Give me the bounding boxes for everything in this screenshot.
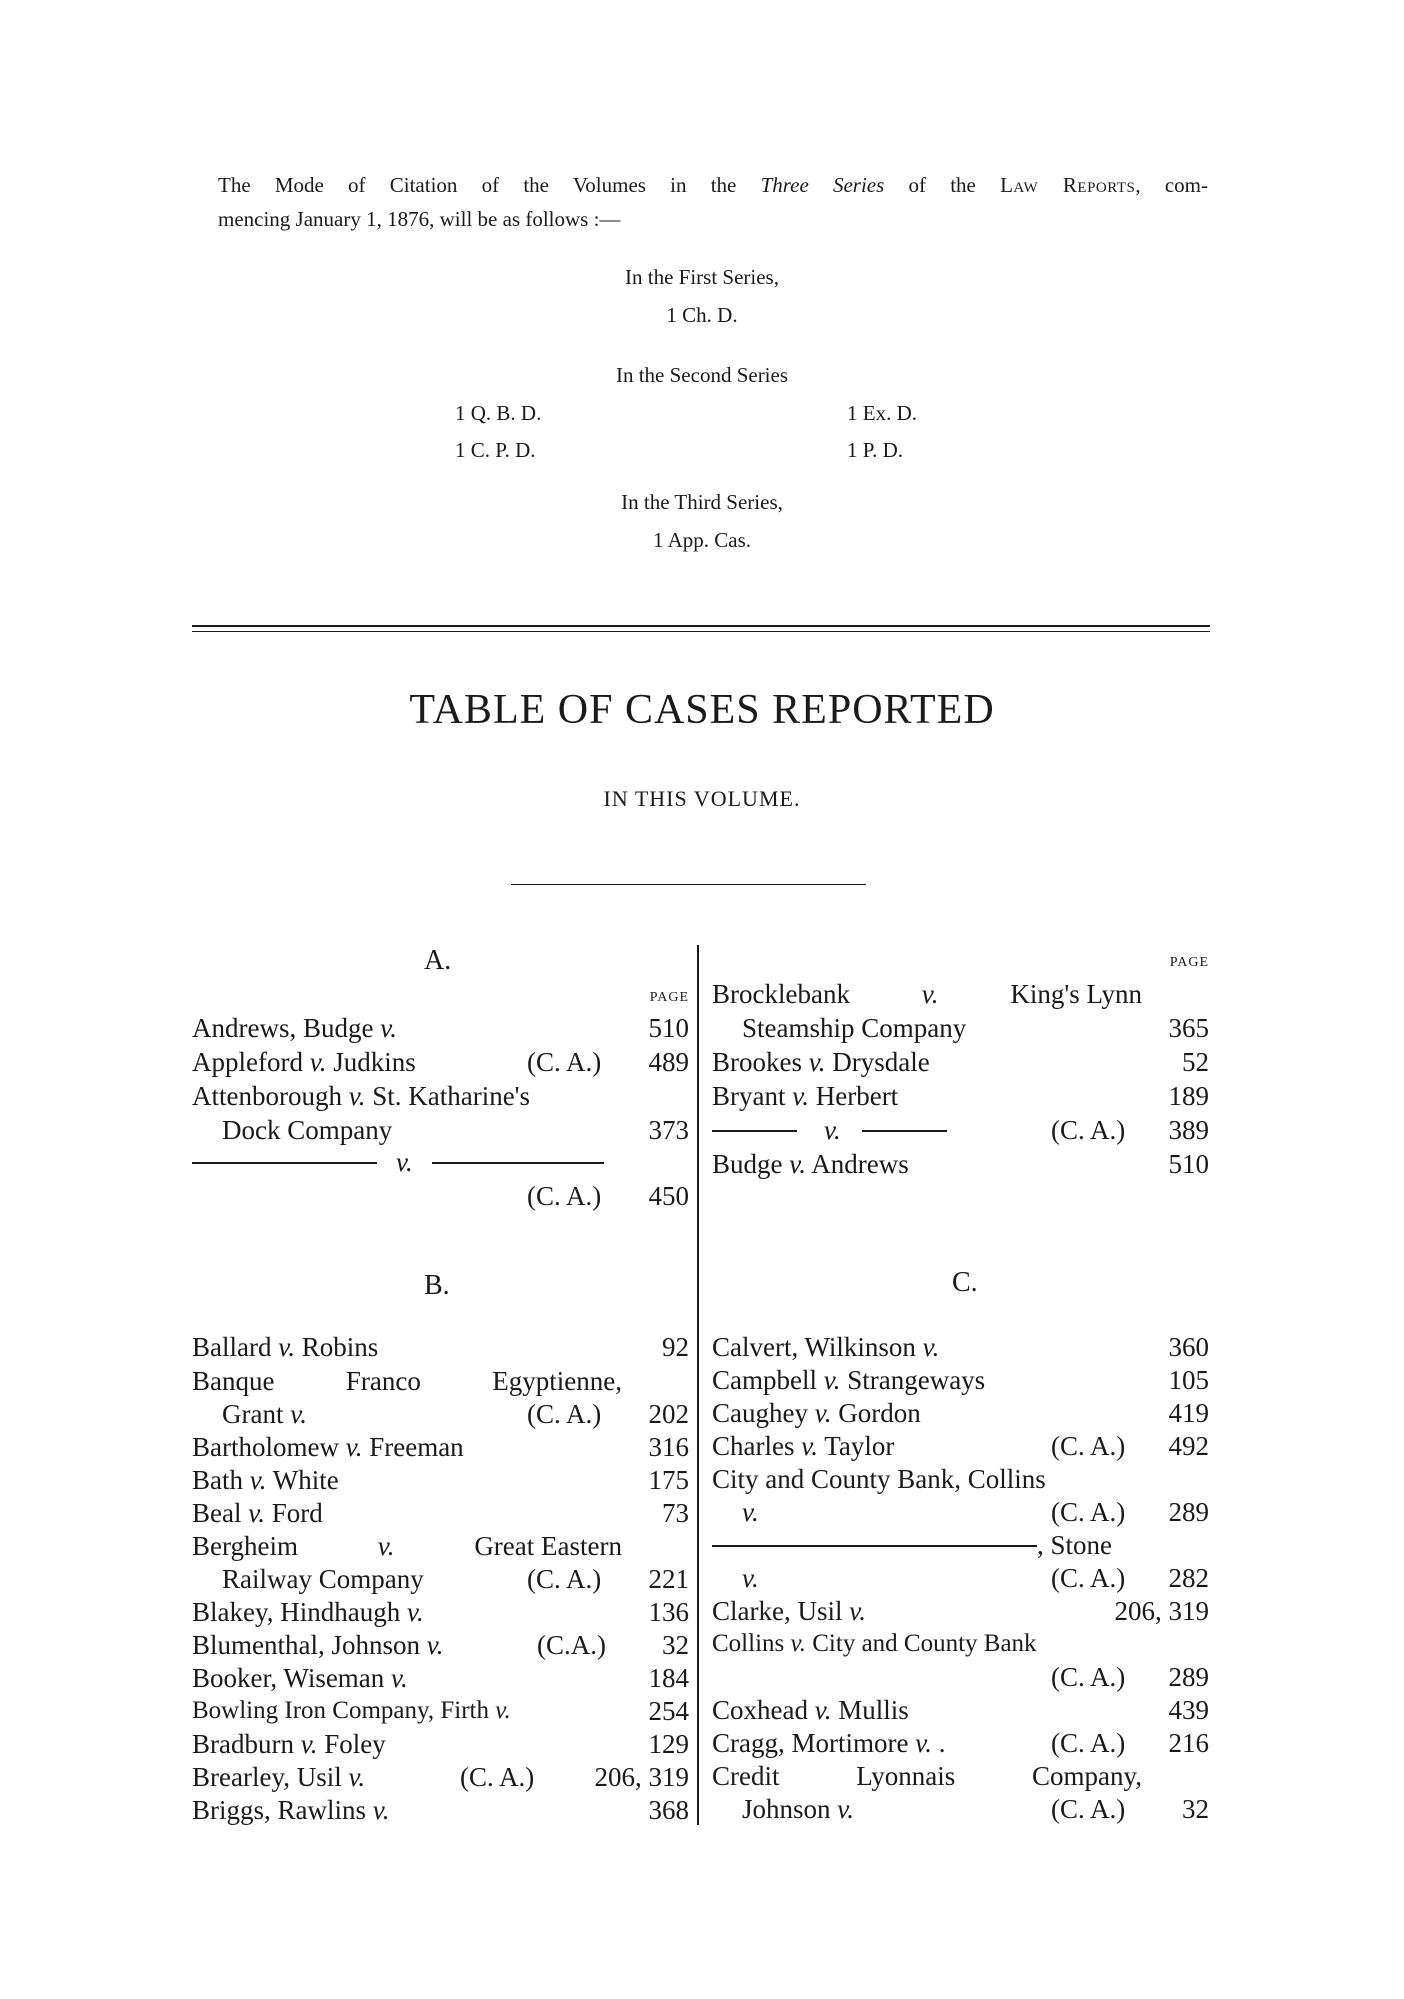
case-entry [712, 1726, 1209, 1760]
case-entry [712, 977, 1209, 1011]
ditto-dash [192, 1162, 377, 1164]
case-entry [712, 1079, 1209, 1113]
case-entry-continuation [192, 1113, 689, 1147]
second-series-item: 1 Q. B. D. [455, 401, 542, 425]
page-number: 368 [648, 1795, 689, 1825]
section-letter-b: B. [424, 1270, 450, 1301]
column-divider [697, 945, 699, 1825]
case-name: Dock Company [222, 1115, 393, 1145]
case-entry [192, 1330, 689, 1364]
versus: v. [396, 1147, 413, 1177]
second-series-item: 1 P. D. [847, 438, 904, 462]
versus: v. [249, 1465, 267, 1495]
ditto-dash [712, 1545, 1037, 1547]
page-number: 389 [1168, 1115, 1209, 1145]
case-name: St. Katharine's [365, 1081, 531, 1111]
versus: v. [814, 1398, 832, 1428]
court-of-appeal-mark: (C. A.) [1051, 1662, 1126, 1692]
double-rule-bottom [192, 631, 1210, 632]
case-entry [192, 1079, 689, 1113]
versus: v. [380, 1013, 397, 1043]
case-name: Herbert [808, 1081, 899, 1111]
page-number: 492 [1168, 1431, 1209, 1461]
case-entry [712, 1594, 1209, 1628]
section-letter-a: A. [424, 945, 452, 976]
second-series-heading: In the Second Series [615, 363, 789, 387]
case-entry [712, 1363, 1209, 1397]
case-entry-continuation [712, 1495, 1209, 1529]
page-number: 254 [648, 1696, 689, 1726]
case-entry-continuation [192, 1562, 689, 1596]
page-number: 360 [1168, 1332, 1209, 1362]
case-name: Ballard [192, 1332, 279, 1362]
case-entry [712, 1330, 1209, 1364]
court-of-appeal-mark: (C. A.) [460, 1762, 535, 1792]
right-column [712, 945, 1209, 1825]
page-number: 206, 319 [1114, 1596, 1209, 1626]
page-number: 202 [648, 1399, 689, 1429]
case-entry [192, 1628, 689, 1662]
versus: v. [849, 1596, 866, 1626]
case-entry-continuation [712, 1660, 1209, 1694]
case-name: . [931, 1728, 946, 1758]
case-entry [712, 1429, 1209, 1463]
case-entry [192, 1793, 689, 1827]
page-number: 289 [1168, 1497, 1209, 1527]
court-of-appeal-mark: (C. A.) [1051, 1563, 1126, 1593]
case-name: Beal [192, 1498, 249, 1528]
case-entry [712, 1759, 1209, 1793]
intro-line-2: mencing January 1, 1876, will be as follows :— [218, 207, 621, 231]
first-series-heading: In the First Series, [625, 265, 779, 289]
intro-text: of the [884, 173, 1001, 197]
versus: v. [915, 1728, 932, 1758]
law-reports-label: Law Reports [1000, 173, 1136, 197]
case-name: , Stone [1037, 1530, 1113, 1560]
case-entry [712, 1693, 1209, 1727]
case-entry [192, 1595, 689, 1629]
ditto-dash [862, 1130, 947, 1132]
versus: v. [348, 1081, 366, 1111]
page-number: 136 [648, 1597, 689, 1627]
intro-line-1 [218, 168, 1208, 202]
versus: v. [406, 1597, 424, 1627]
versus: v. [278, 1332, 295, 1362]
court-of-appeal-mark: (C. A.) [1051, 1431, 1126, 1461]
page-number: 489 [648, 1047, 689, 1077]
page-subtitle: IN THIS VOLUME. [603, 786, 801, 811]
ditto-entry [712, 1528, 1209, 1562]
case-name: Mullis [831, 1695, 909, 1725]
ditto-entry [712, 1113, 1209, 1147]
case-name: Johnson [742, 1794, 838, 1824]
versus: v. [372, 1795, 390, 1825]
case-name: Brearley, Usil [192, 1762, 349, 1792]
section-letter-c: C. [952, 1267, 978, 1298]
short-rule [511, 884, 866, 885]
court-of-appeal-mark: (C. A.) [1051, 1115, 1126, 1145]
court-of-appeal-mark: (C. A.) [527, 1399, 602, 1429]
intro-text: , com- [1135, 173, 1208, 197]
case-name: Freeman [362, 1432, 464, 1462]
case-entry-continuation [712, 1011, 1209, 1045]
case-name: Ford [264, 1498, 323, 1528]
case-name: Bryant [712, 1081, 793, 1111]
page-column-header: PAGE [1169, 955, 1209, 970]
page-number: 289 [1168, 1662, 1209, 1692]
case-name: Brookes [712, 1047, 809, 1077]
case-entry [192, 1760, 689, 1794]
case-entry [712, 1627, 1209, 1661]
case-name: Grant [222, 1399, 291, 1429]
double-rule-top [192, 625, 1210, 627]
page-number: 32 [662, 1630, 689, 1660]
intro-text: The Mode of Citation of the Volumes in the [218, 173, 761, 197]
case-name: Attenborough [192, 1081, 349, 1111]
page-number: 365 [1168, 1013, 1209, 1043]
case-name: Gordon [831, 1398, 921, 1428]
page-number: 316 [648, 1432, 689, 1462]
case-name: Campbell [712, 1365, 824, 1395]
versus: v. [348, 1762, 366, 1792]
versus: v. [742, 1497, 759, 1527]
page-number: 450 [648, 1181, 689, 1211]
third-series-heading: In the Third Series, [621, 490, 783, 514]
page-number: 419 [1168, 1398, 1209, 1428]
case-name: Drysdale [825, 1047, 930, 1077]
page-number: 221 [648, 1564, 689, 1594]
case-entry [192, 1694, 689, 1728]
case-name: Foley [317, 1729, 386, 1759]
page-number: 184 [648, 1663, 689, 1693]
versus: v. [808, 1047, 826, 1077]
case-name: Bath [192, 1465, 250, 1495]
page-number: 105 [1168, 1365, 1209, 1395]
court-of-appeal-mark: (C. A.) [527, 1047, 602, 1077]
page-number: 282 [1168, 1563, 1209, 1593]
versus: v. [309, 1047, 327, 1077]
case-name: Coxhead [712, 1695, 815, 1725]
versus: v. [792, 1081, 809, 1111]
case-name: Judkins [326, 1047, 416, 1077]
case-name: Blakey, Hindhaugh [192, 1597, 407, 1627]
page-number: 206, 319 [594, 1762, 689, 1792]
case-entry [192, 1011, 689, 1045]
case-entry [192, 1661, 689, 1695]
case-name: Banque Franco Egyptienne, [192, 1366, 622, 1396]
page-title: TABLE OF CASES REPORTED [409, 687, 995, 733]
third-series-item: 1 App. Cas. [652, 528, 751, 552]
versus: v. [426, 1630, 444, 1660]
court-of-appeal-mark: (C. A.) [1051, 1497, 1126, 1527]
case-name: Brocklebank [712, 979, 850, 1009]
case-entry [712, 1462, 1209, 1496]
page-number: 52 [1182, 1047, 1209, 1077]
case-entry [712, 1147, 1209, 1181]
case-name: Clarke, Usil [712, 1596, 850, 1626]
versus: v. [801, 1431, 818, 1461]
page-number: 439 [1168, 1695, 1209, 1725]
page-number: 73 [662, 1498, 689, 1528]
page-number: 32 [1182, 1794, 1209, 1824]
versus: v. [837, 1794, 854, 1824]
page-number: 216 [1168, 1728, 1209, 1758]
page-number: 129 [648, 1729, 689, 1759]
case-name: Caughey [712, 1398, 815, 1428]
ditto-dash [432, 1162, 604, 1164]
versus: v. [789, 1149, 806, 1179]
versus: v. [814, 1695, 832, 1725]
case-entry [192, 1463, 689, 1497]
second-series-item: 1 C. P. D. [455, 438, 536, 462]
case-entry [192, 1496, 689, 1530]
case-entry [192, 1364, 689, 1398]
court-of-appeal-mark: (C. A.) [1051, 1728, 1126, 1758]
case-name: Bradburn [192, 1729, 301, 1759]
first-series-item: 1 Ch. D. [666, 303, 738, 327]
versus: v. [391, 1663, 408, 1693]
versus: v. [495, 1697, 511, 1724]
versus: v. [823, 1365, 841, 1395]
case-entry [712, 1396, 1209, 1430]
case-entry-continuation [712, 1792, 1209, 1826]
case-name: City and County Bank [806, 1630, 1037, 1657]
versus: v. [300, 1729, 318, 1759]
page-number: 189 [1168, 1081, 1209, 1111]
case-name: Collins [712, 1630, 791, 1657]
case-name: Robins [294, 1332, 379, 1362]
versus: v. [290, 1399, 307, 1429]
case-entry [192, 1179, 689, 1213]
second-series-item: 1 Ex. D. [847, 401, 917, 425]
ditto-dash [712, 1130, 797, 1132]
case-entry [712, 1045, 1209, 1079]
case-name: Great Eastern [474, 1531, 622, 1561]
case-entry [192, 1430, 689, 1464]
case-name: Strangeways [840, 1365, 986, 1395]
case-name: White [266, 1465, 339, 1495]
case-name: Bergheim [192, 1531, 298, 1561]
case-name: Booker, Wiseman [192, 1663, 392, 1693]
case-name: Calvert, Wilkinson [712, 1332, 923, 1362]
case-name: Briggs, Rawlins [192, 1795, 373, 1825]
case-name: Andrews, Budge [192, 1013, 381, 1043]
case-entry [192, 1529, 689, 1563]
case-name: City and County Bank, Collins [712, 1464, 1046, 1494]
case-entry [192, 1045, 689, 1079]
case-name: Taylor [817, 1431, 895, 1461]
versus: v. [377, 1531, 395, 1561]
case-name: Budge [712, 1149, 790, 1179]
versus: v. [922, 1332, 940, 1362]
versus: v. [921, 979, 939, 1009]
page-number: 510 [1168, 1149, 1209, 1179]
case-name: Bartholomew [192, 1432, 346, 1462]
versus: v. [742, 1563, 759, 1593]
case-name: Steamship Company [742, 1013, 967, 1043]
court-of-appeal-mark: (C. A.) [527, 1564, 602, 1594]
court-of-appeal-mark: (C. A.) [1051, 1794, 1126, 1824]
ditto-entry [192, 1145, 689, 1179]
case-name: Appleford [192, 1047, 310, 1077]
court-of-appeal-mark: (C.A.) [537, 1630, 606, 1660]
page-number: 510 [648, 1013, 689, 1043]
case-entry [192, 1727, 689, 1761]
intro-italic: Three Series [760, 173, 885, 197]
case-name: Bowling Iron Company, Firth [192, 1697, 496, 1724]
versus: v. [248, 1498, 265, 1528]
case-name: Andrews [805, 1149, 909, 1179]
left-column [192, 945, 689, 1825]
versus: v. [790, 1630, 806, 1657]
case-name: Credit Lyonnais Company, [712, 1761, 1142, 1791]
case-name: Railway Company [222, 1564, 424, 1594]
court-of-appeal-mark: (C. A.) [527, 1181, 602, 1211]
page-number: 373 [648, 1115, 689, 1145]
case-name: King's Lynn [1010, 979, 1142, 1009]
case-name: Charles [712, 1431, 802, 1461]
case-entry-continuation [192, 1397, 689, 1431]
case-name: Blumenthal, Johnson [192, 1630, 427, 1660]
case-entry-continuation [712, 1561, 1209, 1595]
case-name: Cragg, Mortimore [712, 1728, 916, 1758]
page-column-header: PAGE [649, 990, 689, 1005]
versus: v. [345, 1432, 363, 1462]
citation-intro [218, 168, 1208, 236]
page-number: 92 [662, 1332, 689, 1362]
versus: v. [824, 1115, 841, 1145]
page-number: 175 [648, 1465, 689, 1495]
